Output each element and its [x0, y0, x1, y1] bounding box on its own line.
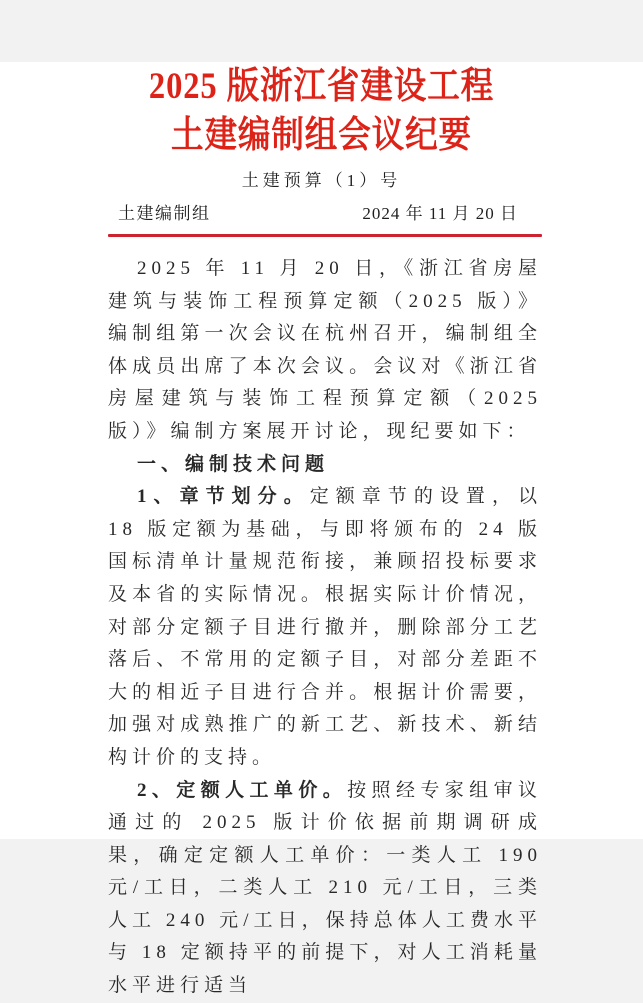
date-label: 2024 年 11 月 20 日: [362, 204, 518, 223]
document-number: 土建预算（1）号: [241, 171, 402, 190]
document-title-line-1: 2025 版浙江省建设工程: [148, 66, 495, 107]
paragraph-text: 按照经专家组审议通过的 2025 版计价依据前期调研成果，确定定额人工单价：一类人工 190 元/工日，二类人工 210 元/工日，三类人工 240 元/工日，保持总体人工费水平与 18 定额持平的前提下，对人工消耗量水平进行适当: [108, 779, 542, 997]
body-paragraph: [108, 253, 542, 449]
issuer-date-row: [108, 202, 542, 226]
document-title-line-2: 土建编制组会议纪要: [171, 115, 472, 156]
body-paragraph: [108, 775, 542, 1003]
issuer-label: 土建编制组: [118, 204, 211, 223]
document-body: [108, 253, 542, 1003]
paragraph-lead: 2、定额人工单价。: [137, 779, 348, 801]
paragraph-lead: 一、编制技术问题: [137, 453, 330, 475]
document-title: [0, 62, 643, 160]
paragraph-lead: 1、章节划分。: [137, 486, 310, 508]
body-paragraph: [108, 481, 542, 774]
paragraph-text: 定额章节的设置，以 18 版定额为基础，与即将颁布的 24 版国标清单计量规范衔接，兼顾招投标要求及本省的实际情况。根据实际计价情况，对部分定额子目进行撤并，删除部分工艺落后、不常用的定额子目，对部分差距不大的相近子目进行合并。根据计价需要，加强对成熟推广的新工艺、新技术、新结构计价的支持。: [108, 486, 542, 768]
scanned-document-page: [0, 62, 643, 997]
header-divider-rule: [108, 234, 542, 237]
paragraph-text: 2025 年 11 月 20 日，《浙江省房屋建筑与装饰工程预算定额（2025 版）》编制组第一次会议在杭州召开，编制组全体成员出席了本次会议。会议对《浙江省房屋建筑与装饰工程预算定额（2025 版）》编制方案展开讨论，现纪要如下：: [108, 258, 542, 442]
body-paragraph: [108, 449, 542, 482]
